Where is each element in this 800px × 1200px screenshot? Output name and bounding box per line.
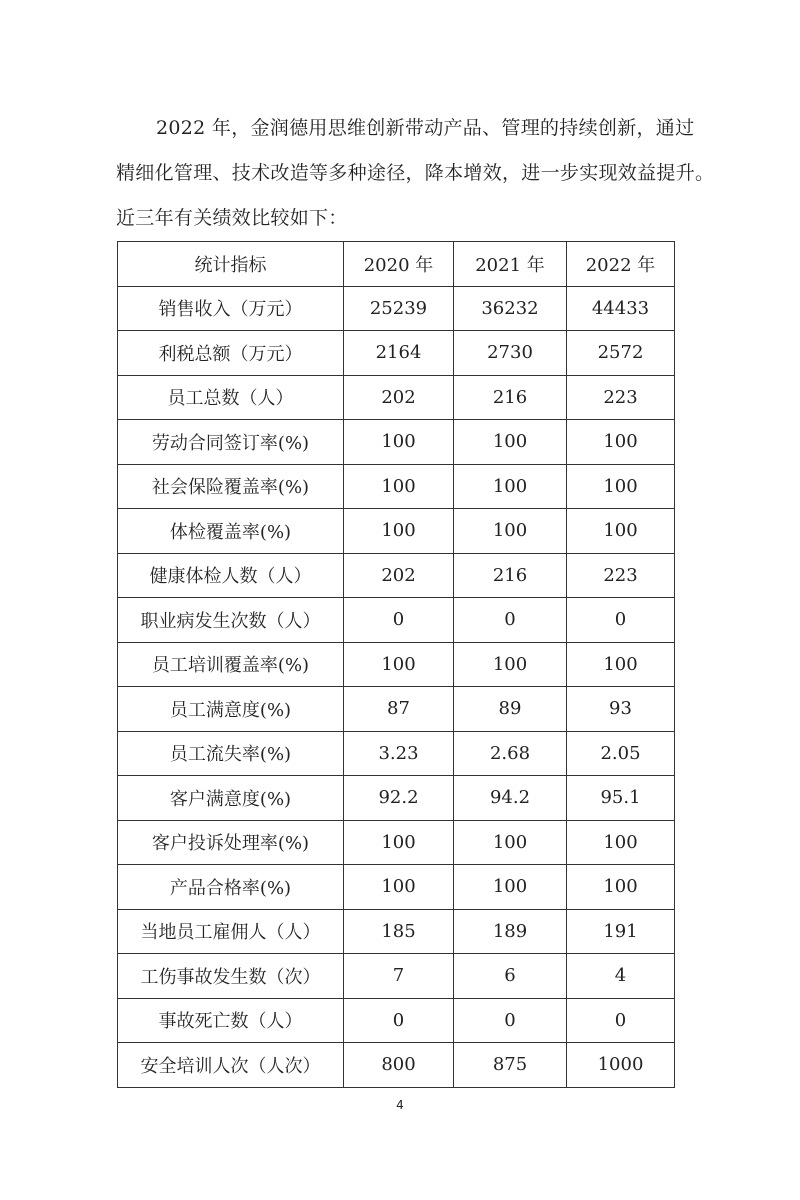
table-header-row (118, 242, 675, 287)
cell-2021: 100 (454, 642, 567, 687)
table-row (118, 420, 675, 465)
row-indicator-cell: 员工满意度(%) (118, 687, 344, 732)
cell-2020: 100 (344, 642, 454, 687)
table-row (118, 776, 675, 821)
table-row (118, 464, 675, 509)
page-number: 4 (396, 1098, 404, 1112)
row-indicator-cell: 当地员工雇佣人（人） (118, 909, 344, 954)
cell-2020: 185 (344, 909, 454, 954)
cell-2022: 2572 (567, 331, 675, 376)
header-indicator: 统计指标 (118, 242, 344, 287)
cell-2020: 100 (344, 420, 454, 465)
row-indicator-cell: 利税总额（万元） (118, 331, 344, 376)
table-row (118, 642, 675, 687)
cell-2020: 7 (344, 954, 454, 999)
cell-2021: 100 (454, 820, 567, 865)
row-indicator-cell: 客户投诉处理率(%) (118, 820, 344, 865)
cell-2022: 0 (567, 998, 675, 1043)
cell-2022: 4 (567, 954, 675, 999)
row-indicator-cell: 员工总数（人） (118, 375, 344, 420)
cell-2021: 0 (454, 598, 567, 643)
performance-comparison-table (117, 241, 675, 1088)
cell-2021: 100 (454, 420, 567, 465)
cell-2022: 100 (567, 865, 675, 910)
cell-2021: 875 (454, 1043, 567, 1088)
table-row (118, 954, 675, 999)
row-indicator-cell: 工伤事故发生数（次） (118, 954, 344, 999)
table-row (118, 1043, 675, 1088)
table-body (118, 286, 675, 1087)
table-row (118, 731, 675, 776)
cell-2020: 92.2 (344, 776, 454, 821)
cell-2022: 95.1 (567, 776, 675, 821)
cell-2022: 100 (567, 464, 675, 509)
cell-2020: 0 (344, 998, 454, 1043)
cell-2020: 0 (344, 598, 454, 643)
cell-2020: 202 (344, 553, 454, 598)
table-row (118, 331, 675, 376)
cell-2022: 44433 (567, 286, 675, 331)
row-indicator-cell: 客户满意度(%) (118, 776, 344, 821)
table-row (118, 687, 675, 732)
cell-2022: 2.05 (567, 731, 675, 776)
table-row (118, 598, 675, 643)
cell-2021: 36232 (454, 286, 567, 331)
row-indicator-cell: 销售收入（万元） (118, 286, 344, 331)
cell-2021: 89 (454, 687, 567, 732)
header-year-2021: 2021 年 (454, 242, 567, 287)
cell-2021: 6 (454, 954, 567, 999)
table-row (118, 865, 675, 910)
cell-2022: 191 (567, 909, 675, 954)
cell-2021: 216 (454, 553, 567, 598)
cell-2020: 2164 (344, 331, 454, 376)
intro-paragraph (116, 106, 715, 241)
header-year-2022: 2022 年 (567, 242, 675, 287)
cell-2020: 100 (344, 509, 454, 554)
intro-line: 2022 年，金润德用思维创新带动产品、管理的持续创新，通过 (156, 117, 695, 139)
table-row (118, 909, 675, 954)
cell-2020: 202 (344, 375, 454, 420)
table-row (118, 553, 675, 598)
table-row (118, 820, 675, 865)
cell-2021: 100 (454, 464, 567, 509)
table-row (118, 286, 675, 331)
table-row (118, 998, 675, 1043)
row-indicator-cell: 员工培训覆盖率(%) (118, 642, 344, 687)
cell-2022: 100 (567, 509, 675, 554)
row-indicator-cell: 安全培训人次（人次） (118, 1043, 344, 1088)
intro-line: 精细化管理、技术改造等多种途径，降本增效，进一步实现效益提升。 (116, 162, 715, 184)
cell-2022: 100 (567, 820, 675, 865)
cell-2020: 25239 (344, 286, 454, 331)
cell-2020: 100 (344, 820, 454, 865)
cell-2021: 0 (454, 998, 567, 1043)
row-indicator-cell: 健康体检人数（人） (118, 553, 344, 598)
row-indicator-cell: 员工流失率(%) (118, 731, 344, 776)
cell-2022: 1000 (567, 1043, 675, 1088)
row-indicator-cell: 体检覆盖率(%) (118, 509, 344, 554)
cell-2022: 0 (567, 598, 675, 643)
cell-2022: 100 (567, 642, 675, 687)
row-indicator-cell: 职业病发生次数（人） (118, 598, 344, 643)
cell-2021: 100 (454, 509, 567, 554)
cell-2022: 223 (567, 375, 675, 420)
cell-2022: 93 (567, 687, 675, 732)
header-year-2020: 2020 年 (344, 242, 454, 287)
cell-2022: 223 (567, 553, 675, 598)
cell-2020: 100 (344, 464, 454, 509)
cell-2020: 800 (344, 1043, 454, 1088)
cell-2020: 3.23 (344, 731, 454, 776)
row-indicator-cell: 社会保险覆盖率(%) (118, 464, 344, 509)
cell-2022: 100 (567, 420, 675, 465)
cell-2021: 94.2 (454, 776, 567, 821)
cell-2021: 2.68 (454, 731, 567, 776)
table-row (118, 509, 675, 554)
table-row (118, 375, 675, 420)
cell-2021: 100 (454, 865, 567, 910)
intro-line: 近三年有关绩效比较如下： (116, 207, 348, 229)
row-indicator-cell: 产品合格率(%) (118, 865, 344, 910)
row-indicator-cell: 事故死亡数（人） (118, 998, 344, 1043)
row-indicator-cell: 劳动合同签订率(%) (118, 420, 344, 465)
cell-2021: 189 (454, 909, 567, 954)
cell-2020: 87 (344, 687, 454, 732)
cell-2021: 2730 (454, 331, 567, 376)
cell-2021: 216 (454, 375, 567, 420)
cell-2020: 100 (344, 865, 454, 910)
